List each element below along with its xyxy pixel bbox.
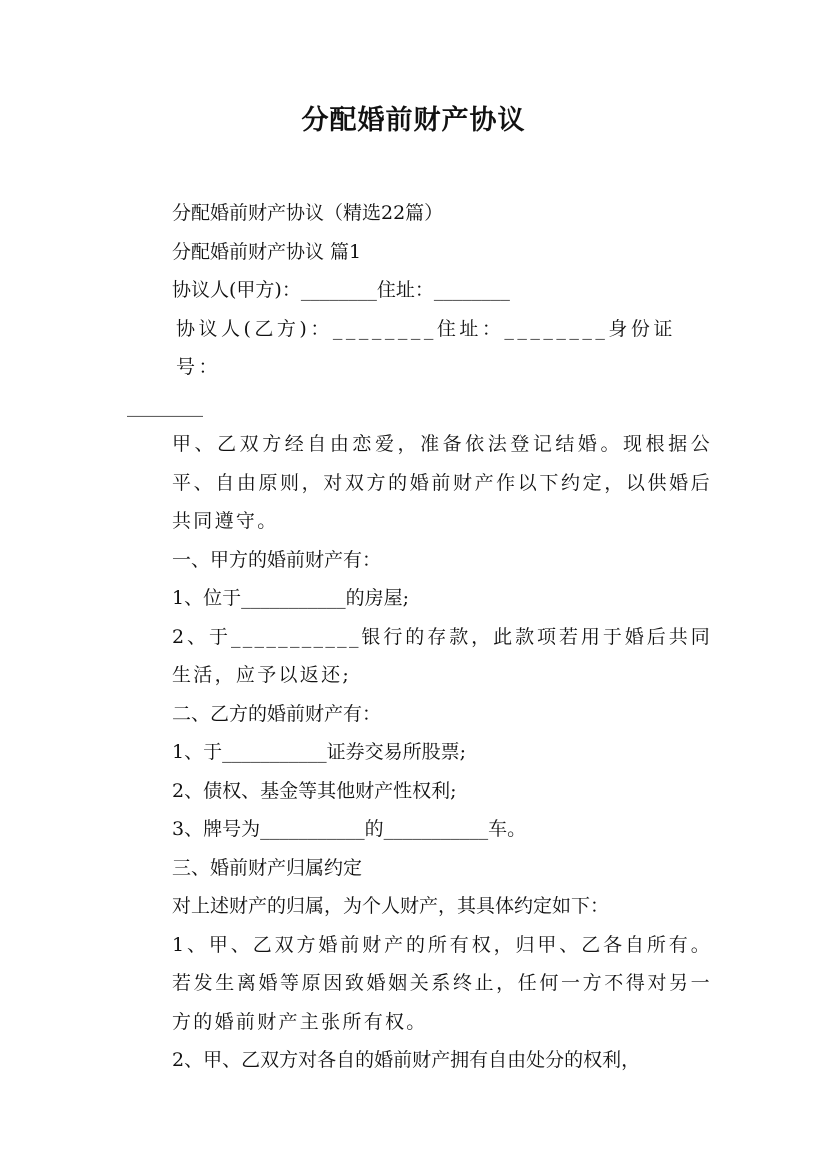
paragraph-ownership-intro: 对上述财产的归属，为个人财产，其具体约定如下： xyxy=(172,895,610,917)
paragraph-ownership-clause-1: 1、甲、乙双方婚前财产的所有权，归甲、乙各自所有。若发生离婚等原因致婚姻关系终止，任何一方不得对另一方的婚前财产主张所有权。 xyxy=(172,933,712,1033)
paragraph-party-a-asset-2: 2、于___________银行的存款，此款项若用于婚后共同生活，应予以返还; xyxy=(172,625,712,686)
paragraph-party-a-assets-heading: 一、甲方的婚前财产有： xyxy=(172,548,382,571)
paragraph-preamble: 甲、乙双方经自由恋爱，准备依法登记结婚。现根据公平、自由原则，对双方的婚前财产作以下约定，以供婚后共同遵守。 xyxy=(172,433,712,532)
paragraph-party-b-asset-3: 3、牌号为___________的___________车。 xyxy=(172,818,527,840)
paragraph-section-heading: 分配婚前财产协议 篇1 xyxy=(172,240,362,263)
paragraph-subtitle: 分配婚前财产协议（精选22篇） xyxy=(172,202,444,224)
paragraph-party-a: 协议人(甲方)：________住址：________ xyxy=(172,279,510,301)
paragraph-party-a-asset-1: 1、位于___________的房屋; xyxy=(172,587,409,609)
document-body xyxy=(127,194,712,1080)
paragraph-party-b-assets-heading: 二、乙方的婚前财产有： xyxy=(172,702,382,725)
document-title: 分配婚前财产协议 xyxy=(301,105,526,136)
paragraph-party-b-asset-1: 1、于___________证券交易所股票; xyxy=(172,741,466,763)
paragraph-party-b-id-blank: ________ xyxy=(127,394,203,417)
paragraph-ownership-heading: 三、婚前财产归属约定 xyxy=(172,856,363,879)
paragraph-ownership-clause-2: 2、甲、乙双方对各自的婚前财产拥有自由处分的权利， xyxy=(172,1049,641,1071)
paragraph-party-b: 协议人(乙方)：________住址：________身份证号： xyxy=(176,317,676,378)
paragraph-party-b-asset-2: 2、债权、基金等其他财产性权利; xyxy=(172,779,457,802)
